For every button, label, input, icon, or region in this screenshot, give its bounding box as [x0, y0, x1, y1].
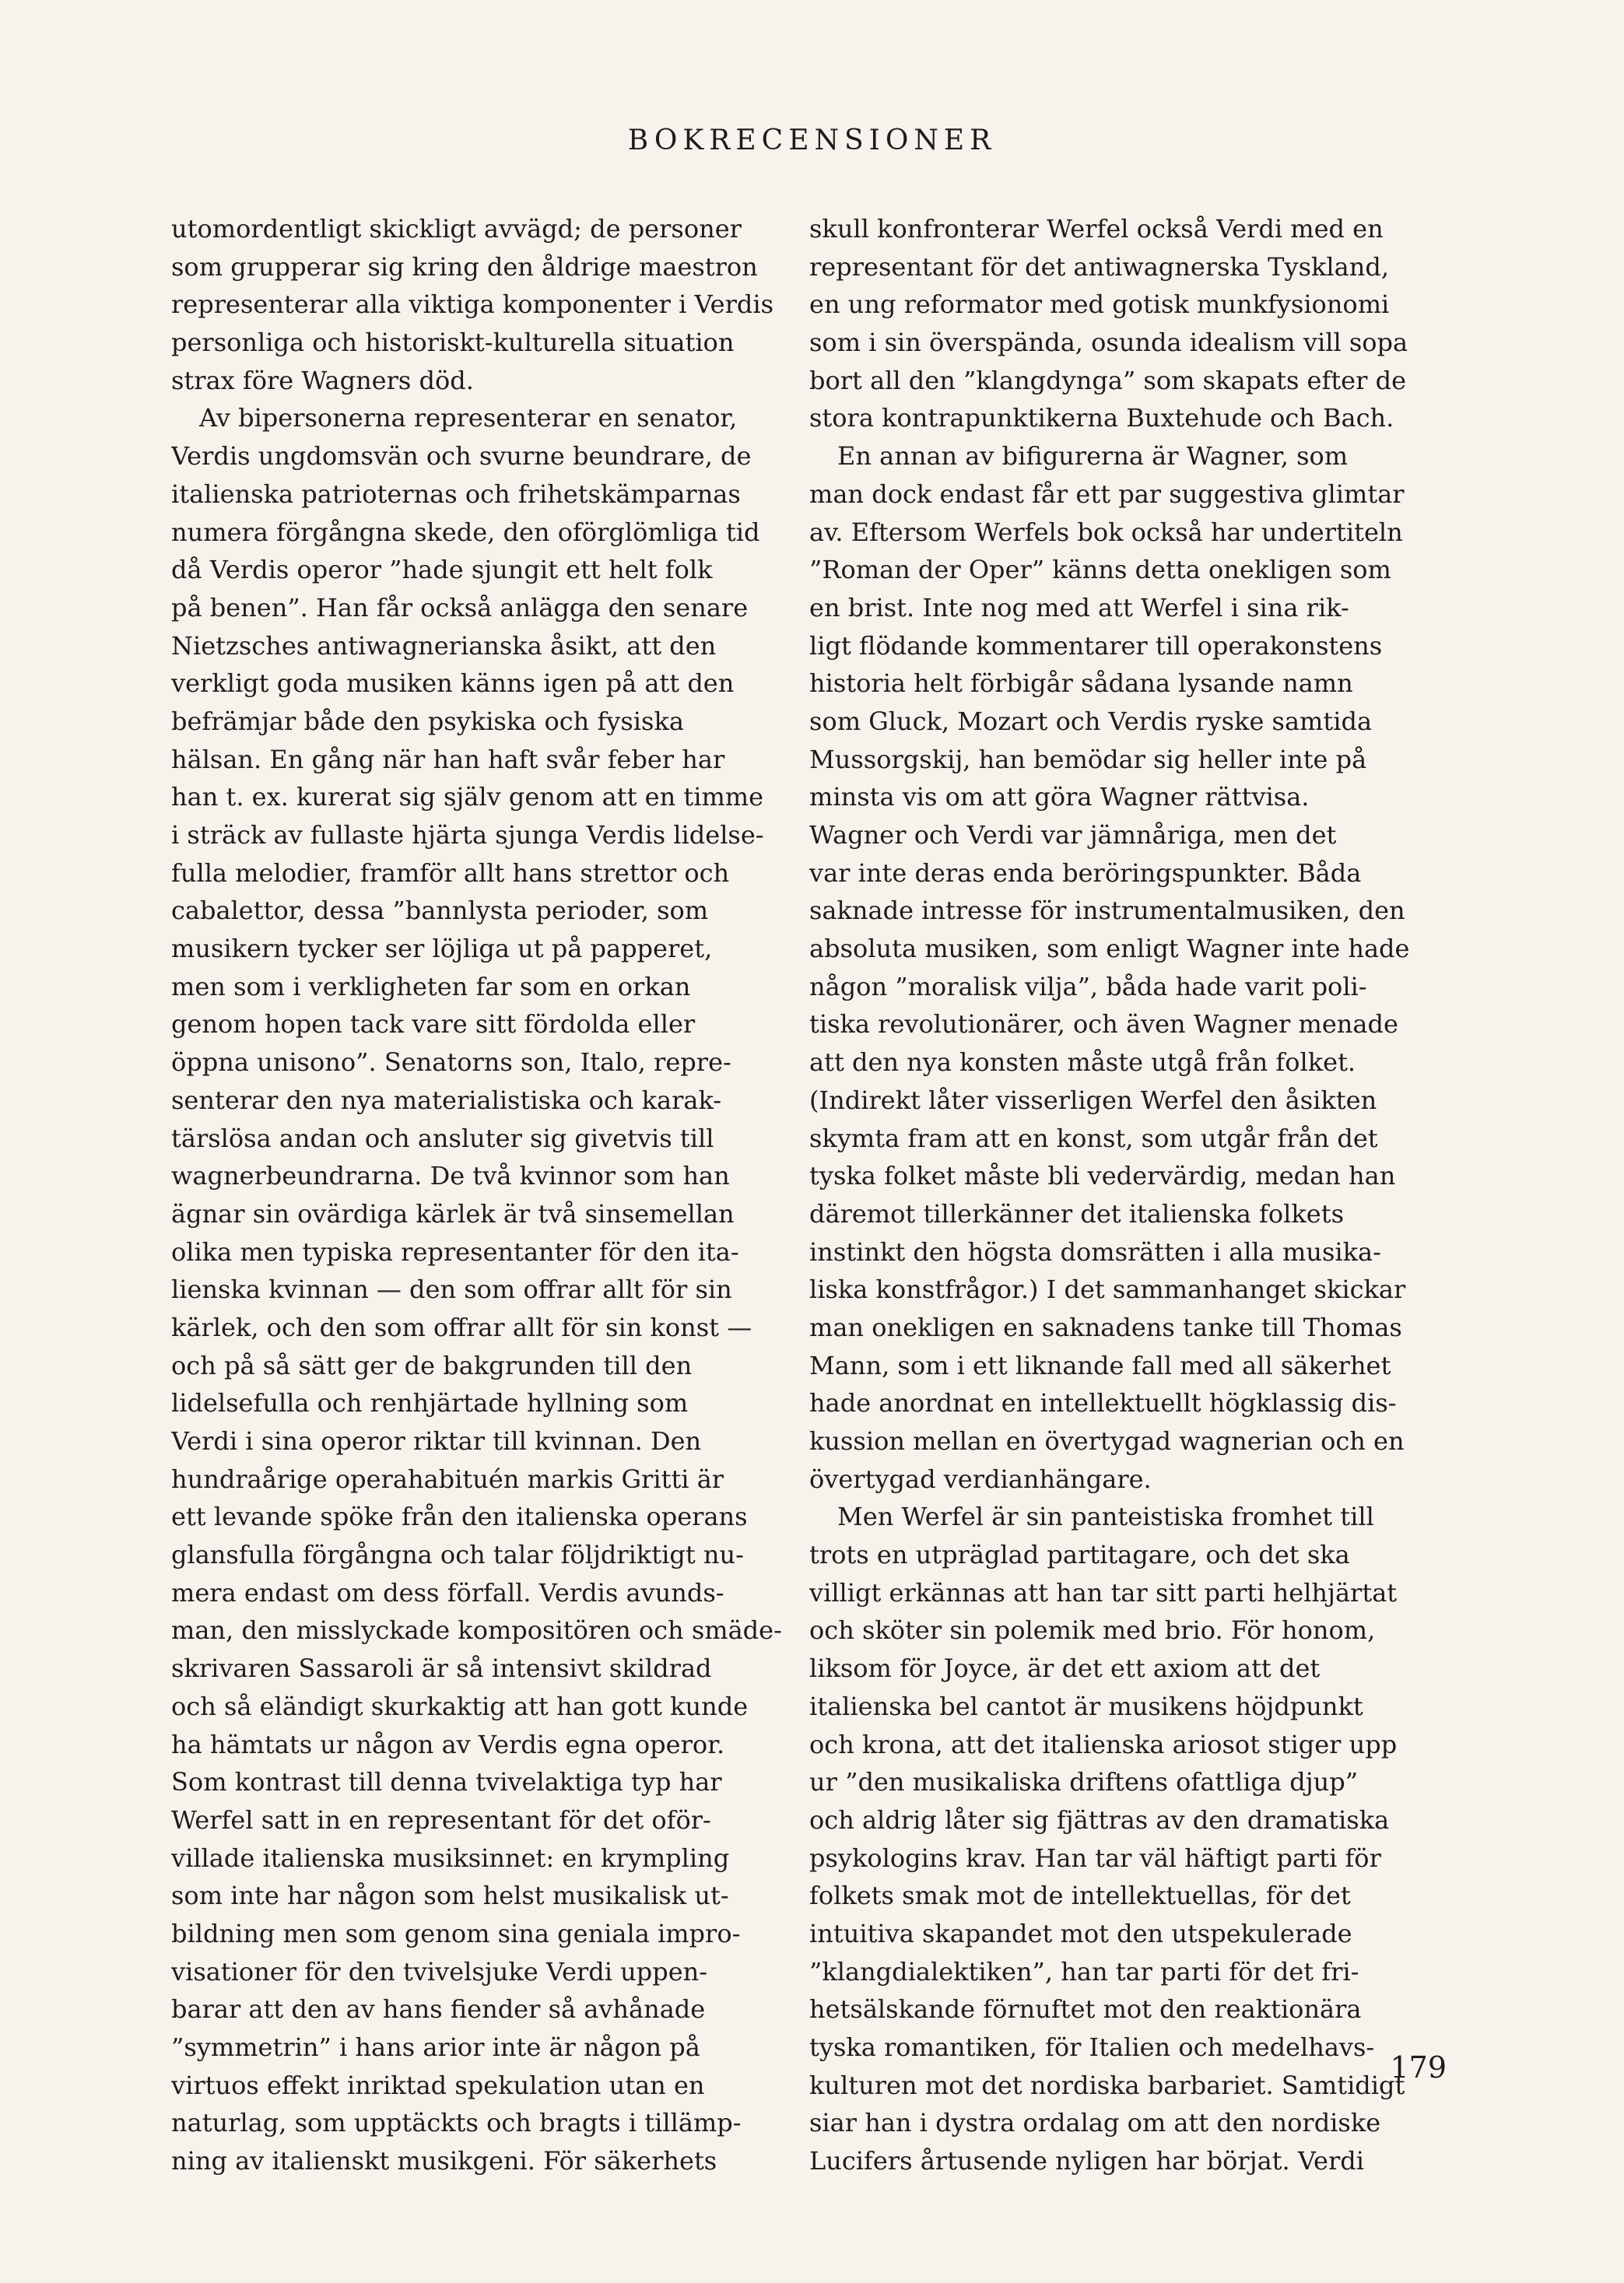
text-line: Verdis ungdomsvän och svurne beundrare, de [171, 441, 752, 472]
text-line: ha hämtats ur någon av Verdis egna operor. [171, 1729, 725, 1759]
text-line: i sträck av fullaste hjärta sjunga Verdis lidelse- [171, 820, 764, 850]
text-line: var inte deras enda beröringspunkter. Båda [809, 857, 1362, 888]
text-line: liska konstfrågor.) I det sammanhanget skickar [809, 1275, 1406, 1305]
text-line: siar han i dystra ordalag om att den nordiske [809, 2108, 1381, 2138]
text-line: som inte har någon som helst musikalisk ut- [171, 1881, 729, 1911]
text-line: barar att den av hans fiender så avhånade [171, 1994, 706, 2025]
text-line: han t. ex. kurerat sig själv genom att en timme [171, 782, 764, 812]
text-line: en brist. Inte nog med att Werfel i sina rik- [809, 592, 1349, 622]
text-line: kulturen mot det nordiska barbariet. Samtidigt [809, 2070, 1405, 2100]
text-line: bildning men som genom sina geniala impro- [171, 1918, 741, 1948]
text-line: skull konfronterar Werfel också Verdi med en [809, 214, 1384, 244]
text-line: en ung reformator med gotisk munkfysionomi [809, 289, 1390, 320]
text-line: som i sin överspända, osunda idealism vill sopa [809, 328, 1408, 358]
text-line: hetsälskande förnuftet mot den reaktionära [809, 1994, 1362, 2025]
text-line: En annan av bifigurerna är Wagner, som [837, 441, 1349, 472]
text-line: och aldrig låter sig fjättras av den dramatiska [809, 1804, 1390, 1835]
text-line: italienska bel cantot är musikens höjdpunkt [809, 1691, 1363, 1721]
text-line: Lucifers årtusende nyligen har börjat. Verdi [809, 2146, 1364, 2176]
text-line: Mussorgskij, han bemödar sig heller inte på [809, 744, 1367, 774]
text-line: någon ”moralisk vilja”, båda hade varit poli- [809, 971, 1367, 1001]
text-line: (Indirekt låter visserligen Werfel den åsikten [809, 1085, 1377, 1115]
text-line: Av bipersonerna representerar en senator, [199, 403, 738, 433]
text-line: wagnerbeundrarna. De två kvinnor som han [171, 1161, 730, 1191]
left-column [171, 210, 794, 2180]
text-line: stora kontrapunktikerna Buxtehude och Bach. [809, 403, 1394, 433]
text-line: mera endast om dess förfall. Verdis avunds- [171, 1577, 724, 1608]
text-line: ur ”den musikaliska driftens ofattliga djup” [809, 1767, 1359, 1797]
text-line: och på så sätt ger de bakgrunden till den [171, 1350, 693, 1380]
text-line: men som i verkligheten far som en orkan [171, 971, 691, 1001]
text-line: Som kontrast till denna tvivelaktiga typ har [171, 1767, 722, 1797]
text-line: skrivaren Sassaroli är så intensivt skildrad [171, 1654, 712, 1684]
text-line: ning av italienskt musikgeni. För säkerhets [171, 2146, 717, 2176]
text-line: fulla melodier, framför allt hans strettor och [171, 857, 730, 888]
text-line: övertygad verdianhängare. [809, 1464, 1152, 1494]
text-line: kärlek, och den som offrar allt för sin konst — [171, 1312, 752, 1342]
text-line: bort all den ”klangdynga” som skapats efter de [809, 365, 1406, 395]
text-line: och sköter sin polemik med brio. För honom, [809, 1615, 1376, 1646]
text-line: genom hopen tack vare sitt fördolda eller [171, 1009, 696, 1040]
text-line: instinkt den högsta domsrätten i alla musika- [809, 1236, 1381, 1267]
text-line: skymta fram att en konst, som utgår från det [809, 1123, 1378, 1153]
text-line: villigt erkännas att han tar sitt parti helhjärtat [809, 1577, 1398, 1608]
text-line: Men Werfel är sin panteistiska fromhet till [837, 1502, 1374, 1532]
text-line: saknade intresse för instrumentalmusiken, den [809, 896, 1405, 926]
text-line: hade anordnat en intellektuellt högklassig dis- [809, 1388, 1397, 1419]
text-line: man dock endast får ett par suggestiva glimtar [809, 479, 1405, 509]
text-line: personliga och historiskt-kulturella situation [171, 328, 735, 358]
text-line: virtuos effekt inriktad spekulation utan en [171, 2070, 705, 2100]
text-line: visationer för den tvivelsjuke Verdi uppen- [171, 1956, 708, 1987]
text-line: man, den misslyckade kompositören och smäde- [171, 1615, 782, 1646]
text-line: tyska romantiken, för Italien och medelhavs- [809, 2032, 1375, 2062]
text-line: trots en utpräglad partitagare, och det ska [809, 1540, 1350, 1570]
text-line: italienska patrioternas och frihetskämparnas [171, 479, 741, 509]
text-line: verkligt goda musiken känns igen på att den [171, 668, 735, 699]
text-line: folkets smak mot de intellektuellas, för det [809, 1881, 1351, 1911]
text-line: ”Roman der Oper” känns detta onekligen som [809, 555, 1391, 585]
text-line: tiska revolutionärer, och även Wagner menade [809, 1009, 1398, 1040]
text-line: på benen”. Han får också anlägga den senare [171, 592, 749, 622]
text-line: cabalettor, dessa ”bannlysta perioder, som [171, 896, 709, 926]
text-line: ligt flödande kommentarer till operakonstens [809, 630, 1383, 661]
right-column [809, 210, 1432, 2180]
text-line: senterar den nya materialistiska och karak- [171, 1085, 722, 1115]
text-line: Nietzsches antiwagnerianska åsikt, att den [171, 630, 717, 661]
text-line: minsta vis om att göra Wagner rättvisa. [809, 782, 1310, 812]
text-line: hundraårige operahabituén markis Gritti är [171, 1464, 724, 1494]
text-line: som grupperar sig kring den åldrige maestron [171, 251, 758, 282]
text-line: ägnar sin ovärdiga kärlek är två sinsemellan [171, 1198, 735, 1229]
text-line: Verdi i sina operor riktar till kvinnan. Den [171, 1426, 702, 1456]
text-line: och krona, att det italienska ariosot stiger upp [809, 1729, 1398, 1759]
text-line: ett levande spöke från den italienska operans [171, 1502, 748, 1532]
text-line: representerar alla viktiga komponenter i Verdis [171, 289, 774, 320]
page-number: 179 [1390, 2050, 1447, 2085]
text-line: strax före Wagners död. [171, 365, 474, 395]
text-line: numera förgångna skede, den oförglömliga tid [171, 517, 760, 547]
text-line: glansfulla förgångna och talar följdriktigt nu- [171, 1540, 744, 1570]
text-line: då Verdis operor ”hade sjungit ett helt folk [171, 555, 713, 585]
running-header: BOKRECENSIONER [627, 124, 997, 156]
text-line: öppna unisono”. Senatorns son, Italo, repre- [171, 1047, 731, 1078]
text-line: att den nya konsten måste utgå från folket. [809, 1047, 1356, 1078]
text-line: lidelsefulla och renhjärtade hyllning som [171, 1388, 689, 1419]
text-line: som Gluck, Mozart och Verdis ryske samtida [809, 706, 1373, 736]
text-line: tärslösa andan och ansluter sig givetvis till [171, 1123, 714, 1153]
text-line: Wagner och Verdi var jämnåriga, men det [809, 820, 1337, 850]
text-line: psykologins krav. Han tar väl häftigt parti för [809, 1843, 1381, 1873]
text-line: befrämjar både den psykiska och fysiska [171, 706, 684, 736]
text-line: hälsan. En gång när han haft svår feber har [171, 744, 725, 774]
text-line: kussion mellan en övertygad wagnerian och en [809, 1426, 1405, 1456]
text-line: villade italienska musiksinnet: en krympling [171, 1843, 730, 1873]
text-line: däremot tillerkänner det italienska folkets [809, 1198, 1344, 1229]
text-line: naturlag, som upptäckts och bragts i tillämp- [171, 2108, 742, 2138]
text-line: tyska folket måste bli vedervärdig, medan han [809, 1161, 1396, 1191]
text-line: representant för det antiwagnerska Tyskland, [809, 251, 1389, 282]
text-line: ”symmetrin” i hans arior inte är någon på [171, 2032, 700, 2062]
text-line: olika men typiska representanter för den ita- [171, 1236, 739, 1267]
text-line: intuitiva skapandet mot den utspekulerade [809, 1918, 1352, 1948]
text-line: av. Eftersom Werfels bok också har undertiteln [809, 517, 1403, 547]
text-line: musikern tycker ser löjliga ut på papperet, [171, 934, 713, 964]
text-line: man onekligen en saknadens tanke till Thomas [809, 1312, 1402, 1342]
text-line: historia helt förbigår sådana lysande namn [809, 668, 1353, 699]
text-line: liksom för Joyce, är det ett axiom att det [809, 1654, 1321, 1684]
text-line: utomordentligt skickligt avvägd; de personer [171, 214, 742, 244]
text-line: ”klangdialektiken”, han tar parti för det fri- [809, 1956, 1359, 1987]
text-line: Mann, som i ett liknande fall med all säkerhet [809, 1350, 1391, 1380]
text-line: absoluta musiken, som enligt Wagner inte hade [809, 934, 1410, 964]
text-line: och så eländigt skurkaktig att han gott kunde [171, 1691, 749, 1721]
text-line: Werfel satt in en representant för det oför- [171, 1804, 711, 1835]
text-line: lienska kvinnan — den som offrar allt för sin [171, 1275, 732, 1305]
